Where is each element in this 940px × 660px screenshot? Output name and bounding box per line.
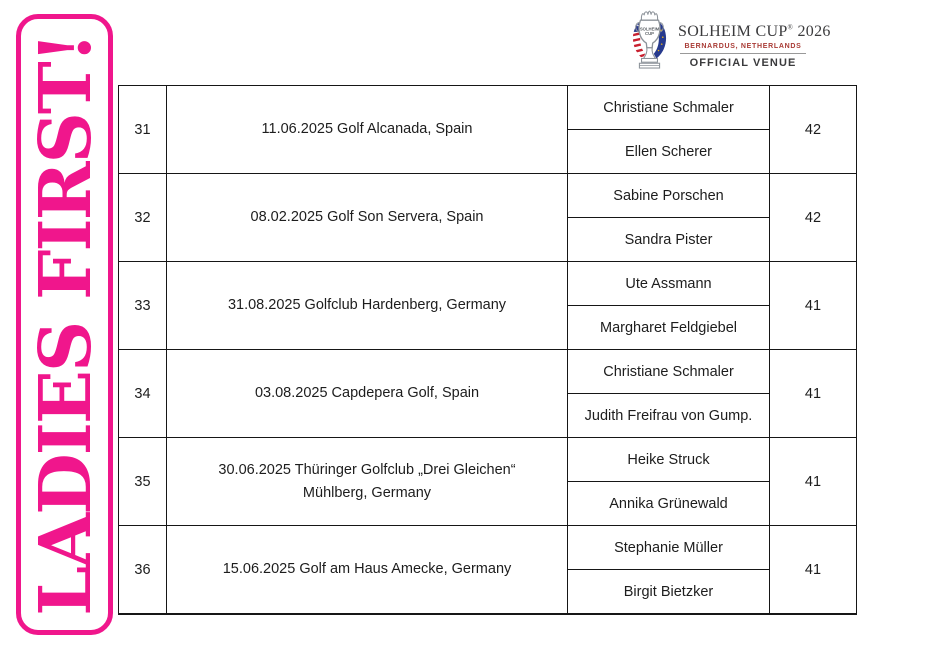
- player-cell: Christiane Schmaler: [568, 350, 769, 394]
- official-venue-label: OFFICIAL VENUE: [689, 57, 797, 69]
- event-cell: 08.02.2025 Golf Son Servera, Spain: [167, 174, 568, 261]
- players-cell-group: [568, 174, 770, 261]
- points-cell: 42: [804, 209, 822, 226]
- rank-cell: 35: [119, 438, 167, 525]
- rank-cell: 33: [119, 262, 167, 349]
- logo-subtitle: BERNARDUS, NETHERLANDS: [684, 43, 802, 50]
- points-cell: 41: [804, 297, 822, 314]
- rank-cell: 32: [119, 174, 167, 261]
- trophy-base-upper: [642, 58, 658, 62]
- table-row: [119, 526, 856, 613]
- player-cell: Ute Assmann: [568, 262, 769, 306]
- logo-year: 2026: [797, 23, 831, 40]
- players-cell-group: [568, 350, 770, 437]
- player-cell: Heike Struck: [568, 438, 769, 482]
- event-cell: 03.08.2025 Capdepera Golf, Spain: [167, 350, 568, 437]
- player-cell: Christiane Schmaler: [568, 86, 769, 130]
- rank-cell: 36: [119, 526, 167, 613]
- points-cell: 42: [804, 121, 822, 138]
- solheim-trophy-icon: [626, 8, 673, 76]
- event-cell: 31.08.2025 Golfclub Hardenberg, Germany: [167, 262, 568, 349]
- event-cell: 30.06.2025 Thüringer Golfclub „Drei Gleichen“ Mühlberg, Germany: [167, 438, 568, 525]
- player-cell: Sabine Porschen: [568, 174, 769, 218]
- players-cell-group: [568, 438, 770, 525]
- points-cell: 41: [804, 385, 822, 402]
- player-cell: Annika Grünewald: [609, 495, 728, 512]
- player-cell: Ellen Scherer: [624, 143, 713, 160]
- rank-cell: 31: [119, 86, 167, 173]
- table-row: [119, 262, 856, 350]
- rank-cell: 34: [119, 350, 167, 437]
- trophy-text-line2: CUP: [645, 31, 654, 37]
- player-cell: Birgit Bietzker: [623, 583, 714, 600]
- table-row: [119, 438, 856, 526]
- results-table: [118, 85, 857, 615]
- solheim-cup-logo: [626, 8, 831, 76]
- trophy-stem: [644, 48, 656, 59]
- trophy-crown: [641, 11, 657, 20]
- ladies-first-banner: [16, 14, 113, 635]
- registered-mark: ®: [787, 23, 794, 32]
- table-row: [119, 350, 856, 438]
- logo-text-block: [678, 23, 831, 69]
- player-cell: Margharet Feldgiebel: [599, 319, 738, 336]
- table-row: [119, 86, 856, 174]
- players-cell-group: [568, 86, 770, 173]
- player-cell: Sandra Pister: [624, 231, 713, 248]
- players-cell-group: [568, 262, 770, 349]
- event-cell: 15.06.2025 Golf am Haus Amecke, Germany: [167, 526, 568, 613]
- player-cell: Stephanie Müller: [568, 526, 769, 570]
- logo-divider: [680, 53, 806, 54]
- banner-text: LADIES FIRST!: [22, 33, 107, 616]
- table-row: [119, 174, 856, 262]
- player-cell: Judith Freifrau von Gump.: [584, 407, 753, 424]
- points-cell: 41: [804, 473, 822, 490]
- logo-title-text: SOLHEIM CUP: [678, 23, 788, 40]
- players-cell-group: [568, 526, 770, 613]
- logo-title: [678, 23, 831, 41]
- event-cell: 11.06.2025 Golf Alcanada, Spain: [167, 86, 568, 173]
- points-cell: 41: [804, 561, 822, 578]
- trophy-text-line1: SOLHEIM: [639, 26, 660, 32]
